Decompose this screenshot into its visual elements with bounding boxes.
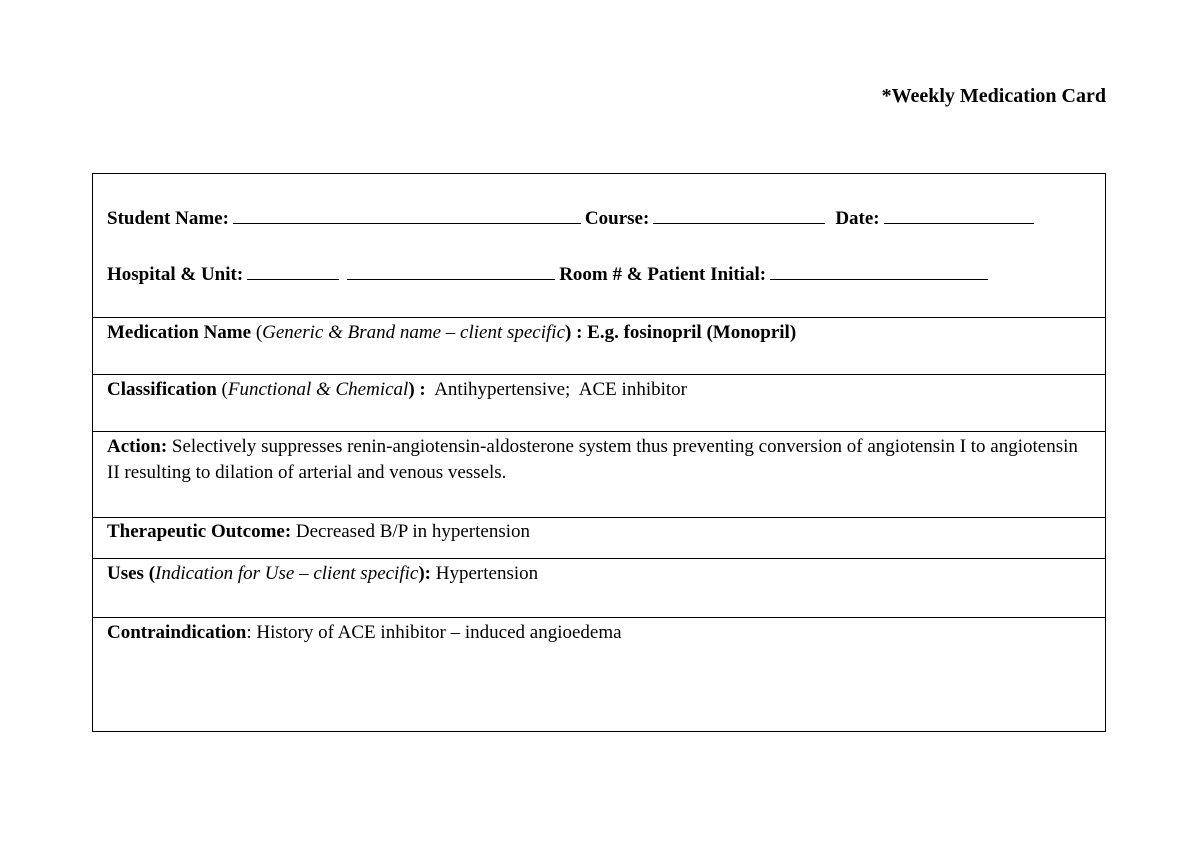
therapeutic-outcome-value: Decreased B/P in hypertension — [291, 521, 531, 542]
student-name-blank[interactable] — [233, 205, 581, 224]
medication-name-section — [93, 318, 1105, 375]
action-section — [93, 432, 1105, 518]
course-label: Course: — [584, 208, 650, 229]
classification-label: Classification — [107, 379, 217, 400]
uses-value: Hypertension — [431, 563, 539, 584]
classification-value: Antihypertensive; ACE inhibitor — [425, 379, 687, 400]
action-value: Selectively suppresses renin-angiotensin-aldosterone system thus preventing conversion of angiotensin I to angiotensin II resulting to dilation of arterial and venous vessels. — [107, 436, 1078, 483]
uses-hint: Indication for Use – client specific — [155, 563, 419, 584]
medication-name-label: Medication Name — [107, 322, 252, 343]
medication-name-open-paren: ( — [251, 322, 263, 343]
hospital-blank[interactable] — [247, 261, 339, 280]
hospital-unit-label: Hospital & Unit: — [107, 264, 244, 285]
classification-open-paren: ( — [216, 379, 228, 400]
action-label: Action: — [107, 436, 168, 457]
medication-name-example: ) : E.g. fosinopril (Monopril) — [565, 322, 797, 343]
student-info-section — [93, 174, 1105, 318]
room-patient-label: Room # & Patient Initial: — [559, 264, 767, 285]
course-blank[interactable] — [653, 205, 825, 224]
medication-card — [92, 173, 1106, 732]
classification-close: ) : — [408, 379, 426, 400]
card-title: *Weekly Medication Card — [881, 85, 1106, 107]
therapeutic-outcome-label: Therapeutic Outcome: — [107, 521, 292, 542]
uses-label: Uses ( — [107, 563, 156, 584]
room-patient-blank[interactable] — [770, 261, 988, 280]
date-label: Date: — [835, 208, 880, 229]
unit-blank[interactable] — [347, 261, 555, 280]
uses-section — [93, 559, 1105, 618]
contraindication-section — [93, 618, 1105, 731]
classification-hint: Functional & Chemical — [227, 379, 409, 400]
classification-section — [93, 375, 1105, 432]
therapeutic-outcome-section — [93, 518, 1105, 559]
medication-name-hint: Generic & Brand name – client specific — [262, 322, 565, 343]
student-name-label: Student Name: — [107, 208, 229, 229]
uses-close: ): — [418, 563, 431, 584]
hospital-room-line — [107, 261, 1091, 288]
student-course-date-line — [107, 205, 1091, 232]
contraindication-label: Contraindication — [107, 622, 247, 643]
date-blank[interactable] — [884, 205, 1034, 224]
contraindication-value: : History of ACE inhibitor – induced angioedema — [246, 622, 622, 643]
